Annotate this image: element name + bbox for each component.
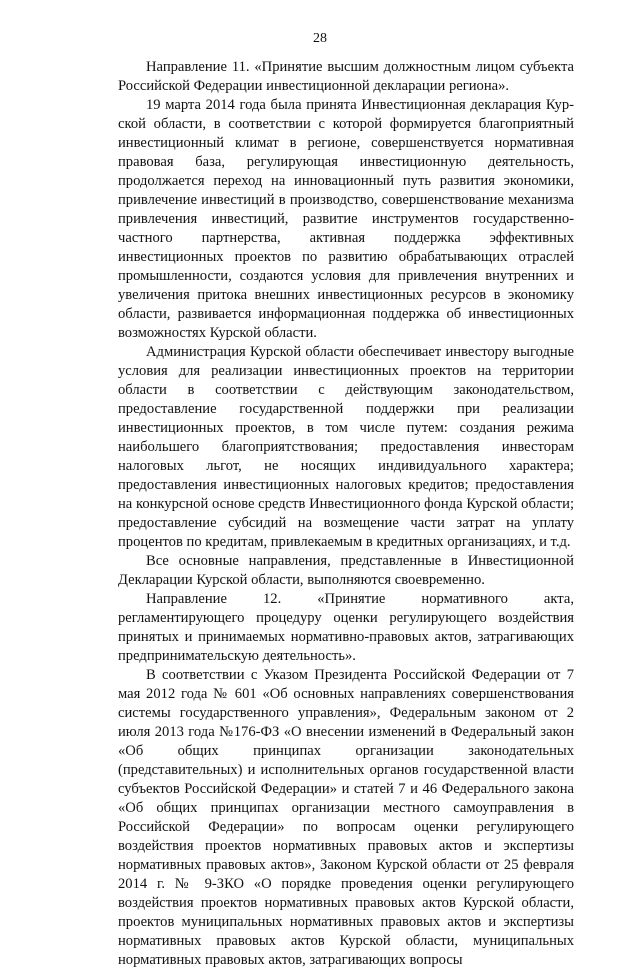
paragraph-legal-basis: В соответствии с Указом Президента Российской Федерации от 7 мая 2012 года № 601 «Об основных направлениях совершенствования системы государственного управления», Федеральным законом от 2 июля 2013 года №176-ФЗ «О внесении изменений в Федеральный закон «Об общих принципах организации законодательных (представительных) и исполнительных органов государственной власти субъектов Российской Федерации» и статей 7 и 46 Федерального закона «Об общих принципах организации местного самоуправления в Российской Федерации» по вопросам оценки регулирующего воздействия проектов нормативных правовых актов и экспертизы нормативных правовых актов», Законом Курской области от 25 февраля 2014 г. № 9-ЗКО «О порядке проведения оценки регулирующего воздействия проектов нормативных правовых актов Курской области, проектов муниципальных нормативных правовых актов и экспертизы нормативных правовых актов Курской области, муниципальных нормативных правовых актов, затрагивающих вопросы: [118, 667, 574, 968]
paragraph-investment-declaration: 19 марта 2014 года была принята Инвестиционная декларация Курской области, в соответствии с которой формируется благоприятный инвестиционный климат в регионе, совершенствуется нормативная правовая база, регулирующая инвестиционную деятельность, продолжается переход на инновационный путь развития экономики, привлечение инвестиций в производство, совершенствование механизма привлечения инвестиций, развитие инструментов государственно-частного партнерства, активная поддержка эффективных инвестиционных проектов по развитию обрабатывающих отраслей промышленности, создаются условия для привлечения внутренних и увеличения притока внешних инвестиционных ресурсов в экономику области, развивается информационная поддержка об инвестиционных возможностях Курской области.: [118, 97, 574, 341]
paragraph-direction-12-heading: Направление 12. «Принятие нормативного акта, регламентирующего процедуру оценки регулирующего воздействия принятых и принимаемых нормативно-правовых актов, затрагивающих предпринимательскую деятельность».: [118, 591, 574, 664]
paragraph-administration-support: Администрация Курской области обеспечивает инвестору выгодные условия для реализации инвестиционных проектов на территории области в соответствии с действующим законодательством, предоставление государственной поддержки при реализации инвестиционных проектов, в том числе путем: создания режима наибольшего благоприятствования; предоставления инвесторам налоговых льгот, не носящих индивидуального характера; предоставления инвестиционных налоговых кредитов; предоставления на конкурсной основе средств Инвестиционного фонда Курской области; предоставление субсидий на возмещение части затрат на уплату процентов по кредитам, привлекаемым в кредитных организациях, и т.д.: [118, 344, 574, 550]
page-number: 28: [313, 31, 327, 46]
paragraph-directions-fulfilled: Все основные направления, представленные в Инвестиционной Декларации Курской области, выполняются своевременно.: [118, 553, 574, 588]
document-body: [118, 58, 574, 970]
paragraph-direction-11-heading: Направление 11. «Принятие высшим должностным лицом субъекта Российской Федерации инвестиционной декларации региона».: [118, 59, 574, 94]
